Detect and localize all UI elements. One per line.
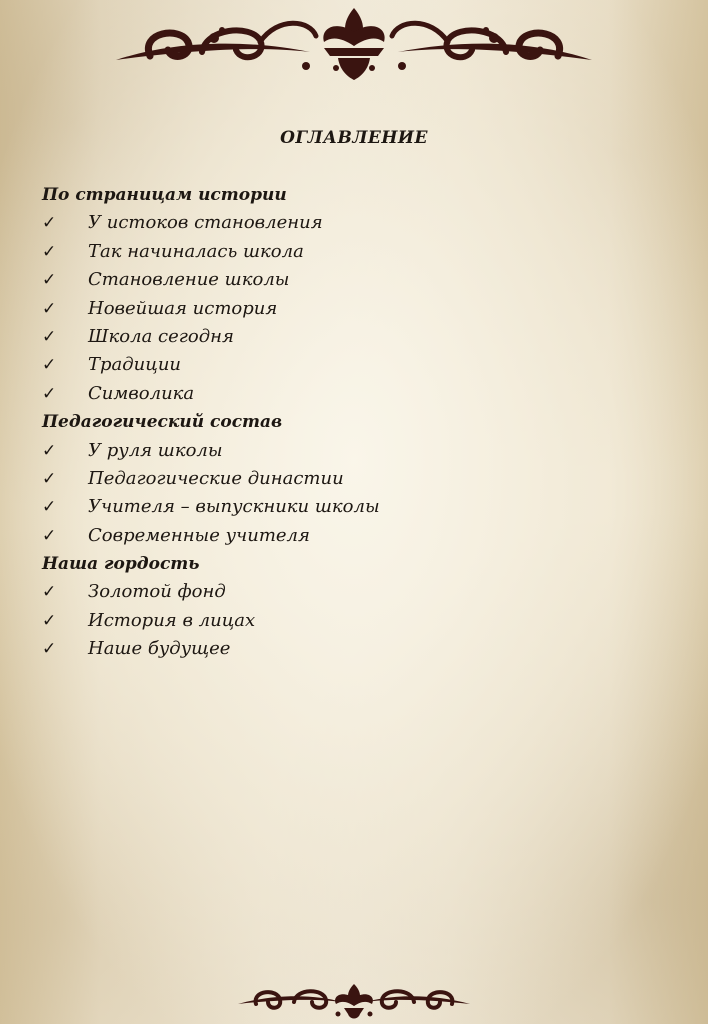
- toc-item[interactable]: [42, 323, 662, 351]
- check-icon: ✓: [42, 497, 57, 518]
- toc-item-label: Так начиналась школа: [88, 240, 304, 262]
- toc-item-label: История в лицах: [88, 609, 256, 631]
- section-heading: По страницам истории: [42, 185, 287, 205]
- toc-item[interactable]: [42, 238, 662, 266]
- check-icon: ✓: [42, 213, 57, 234]
- page-title: ОГЛАВЛЕНИЕ: [280, 128, 428, 148]
- toc-item-label: У руля школы: [88, 439, 223, 461]
- check-icon: ✓: [42, 241, 57, 262]
- toc-item[interactable]: [42, 295, 662, 323]
- toc-item[interactable]: [42, 522, 662, 550]
- check-icon: ✓: [42, 383, 57, 404]
- check-icon: ✓: [42, 355, 57, 376]
- toc-item-label: Традиции: [88, 354, 182, 376]
- flourish-ornament-icon: [110, 2, 598, 82]
- toc-item-label: Педагогические династии: [88, 467, 344, 489]
- toc-item[interactable]: [42, 266, 662, 294]
- toc-item-label: Учителя – выпускники школы: [88, 496, 380, 518]
- toc-item[interactable]: [42, 351, 662, 379]
- section-heading: Педагогический состав: [42, 412, 283, 433]
- check-icon: ✓: [42, 326, 57, 347]
- toc-item[interactable]: [42, 635, 662, 663]
- toc-item-label: У истоков становления: [88, 212, 323, 234]
- toc-item[interactable]: [42, 209, 662, 237]
- check-icon: ✓: [42, 468, 57, 489]
- toc-item[interactable]: [42, 380, 662, 408]
- check-icon: ✓: [42, 298, 57, 319]
- toc-item[interactable]: [42, 465, 662, 493]
- toc-item[interactable]: [42, 607, 662, 635]
- table-of-contents: [42, 181, 662, 664]
- toc-item-label: Золотой фонд: [88, 581, 226, 603]
- flourish-ornament-icon: [234, 980, 474, 1022]
- section-heading: Наша гордость: [42, 554, 200, 575]
- toc-item[interactable]: [42, 493, 662, 521]
- check-icon: ✓: [42, 270, 57, 291]
- check-icon: ✓: [42, 639, 57, 660]
- toc-item-label: Наше будущее: [88, 638, 231, 660]
- toc-item-label: Символика: [88, 382, 195, 404]
- check-icon: ✓: [42, 582, 57, 603]
- check-icon: ✓: [42, 440, 57, 461]
- check-icon: ✓: [42, 610, 57, 631]
- toc-item[interactable]: [42, 437, 662, 465]
- check-icon: ✓: [42, 525, 57, 546]
- toc-item-label: Школа сегодня: [88, 325, 234, 347]
- toc-item-label: Современные учителя: [88, 524, 310, 546]
- toc-item[interactable]: [42, 578, 662, 606]
- toc-item-label: Новейшая история: [88, 297, 278, 319]
- toc-item-label: Становление школы: [88, 269, 290, 291]
